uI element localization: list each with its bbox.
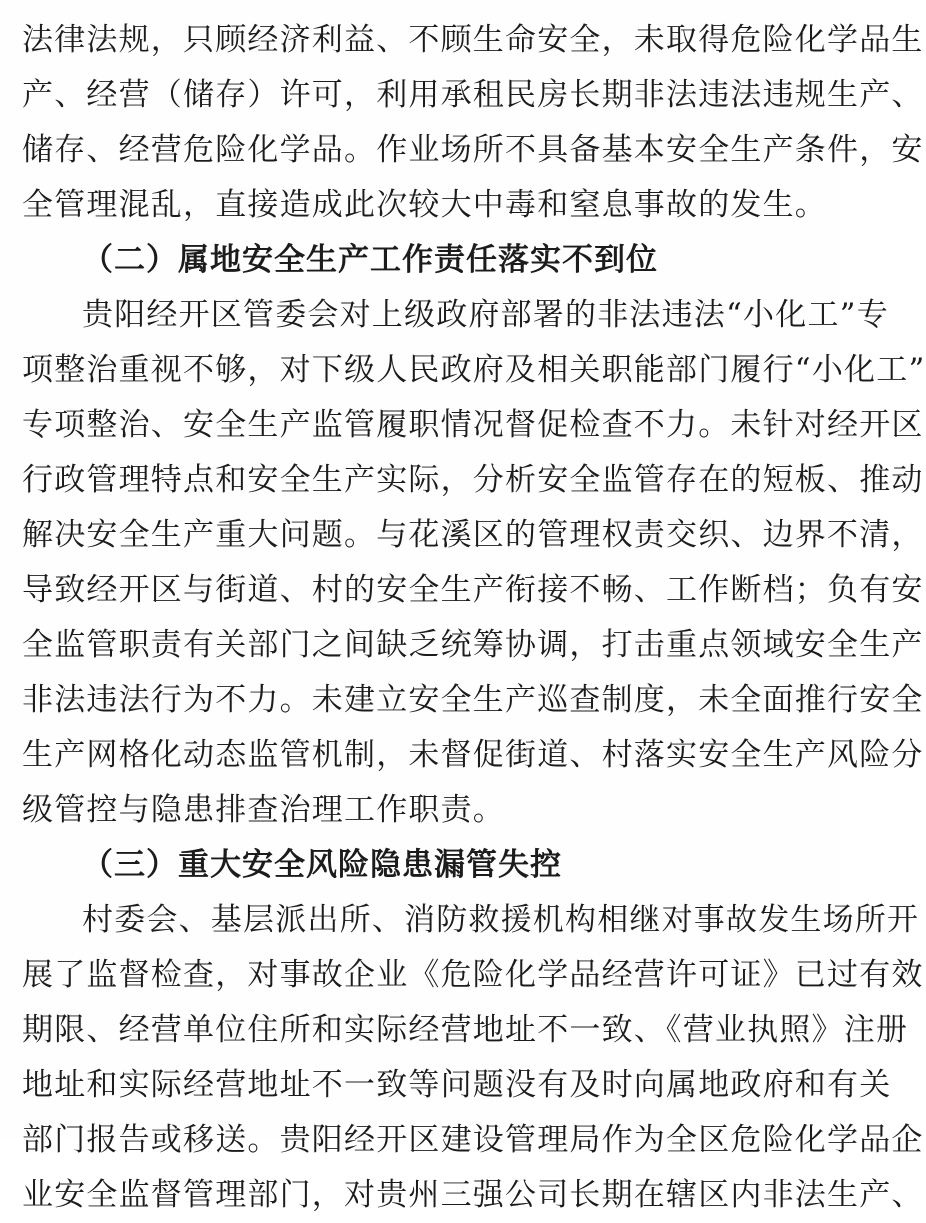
section-heading: （二）属地安全生产工作责任落实不到位	[82, 242, 658, 278]
text-line: 村委会、基层派出所、消防救援机构相继对事故发生场所开	[82, 902, 920, 938]
text-line: 产、经营（储存）许可，利用承租民房长期非法违法违规生产、	[22, 77, 924, 113]
text-line: 展了监督检查，对事故企业《危险化学品经营许可证》已过有效	[22, 957, 924, 993]
text-line: 贵阳经开区管委会对上级政府部署的非法违法“小化工”专	[82, 297, 889, 333]
text-line: 业安全监督管理部门，对贵州三强公司长期在辖区内非法生产、	[22, 1177, 924, 1213]
text-line: 储存、经营危险化学品。作业场所不具备基本安全生产条件，安	[22, 132, 924, 168]
text-line: 全管理混乱，直接造成此次较大中毒和窒息事故的发生。	[22, 187, 827, 223]
text-line: 生产网格化动态监管机制，未督促街道、村落实安全生产风险分	[22, 737, 924, 773]
text-line: 级管控与隐患排查治理工作职责。	[22, 792, 505, 828]
text-line: 地址和实际经营地址不一致等问题没有及时向属地政府和有关	[22, 1067, 892, 1103]
text-line: 非法违法行为不力。未建立安全生产巡查制度，未全面推行安全	[22, 682, 924, 718]
text-line: 期限、经营单位住所和实际经营地址不一致、《营业执照》注册	[22, 1012, 909, 1048]
text-line: 行政管理特点和安全生产实际，分析安全监管存在的短板、推动	[22, 462, 924, 498]
text-line: 法律法规，只顾经济利益、不顾生命安全，未取得危险化学品生	[22, 22, 924, 58]
text-line: 解决安全生产重大问题。与花溪区的管理权责交织、边界不清，	[22, 517, 924, 553]
text-line: 导致经开区与街道、村的安全生产衔接不畅、工作断档；负有安	[22, 572, 924, 608]
section-heading: （三）重大安全风险隐患漏管失控	[82, 847, 562, 883]
text-line: 专项整治、安全生产监管履职情况督促检查不力。未针对经开区	[22, 407, 924, 443]
document-text	[22, 0, 926, 1223]
text-line: 全监管职责有关部门之间缺乏统筹协调，打击重点领域安全生产	[22, 627, 924, 663]
text-line: 部门报告或移送。贵阳经开区建设管理局作为全区危险化学品企	[22, 1122, 924, 1158]
text-line: 项整治重视不够，对下级人民政府及相关职能部门履行“小化工”	[22, 352, 926, 388]
